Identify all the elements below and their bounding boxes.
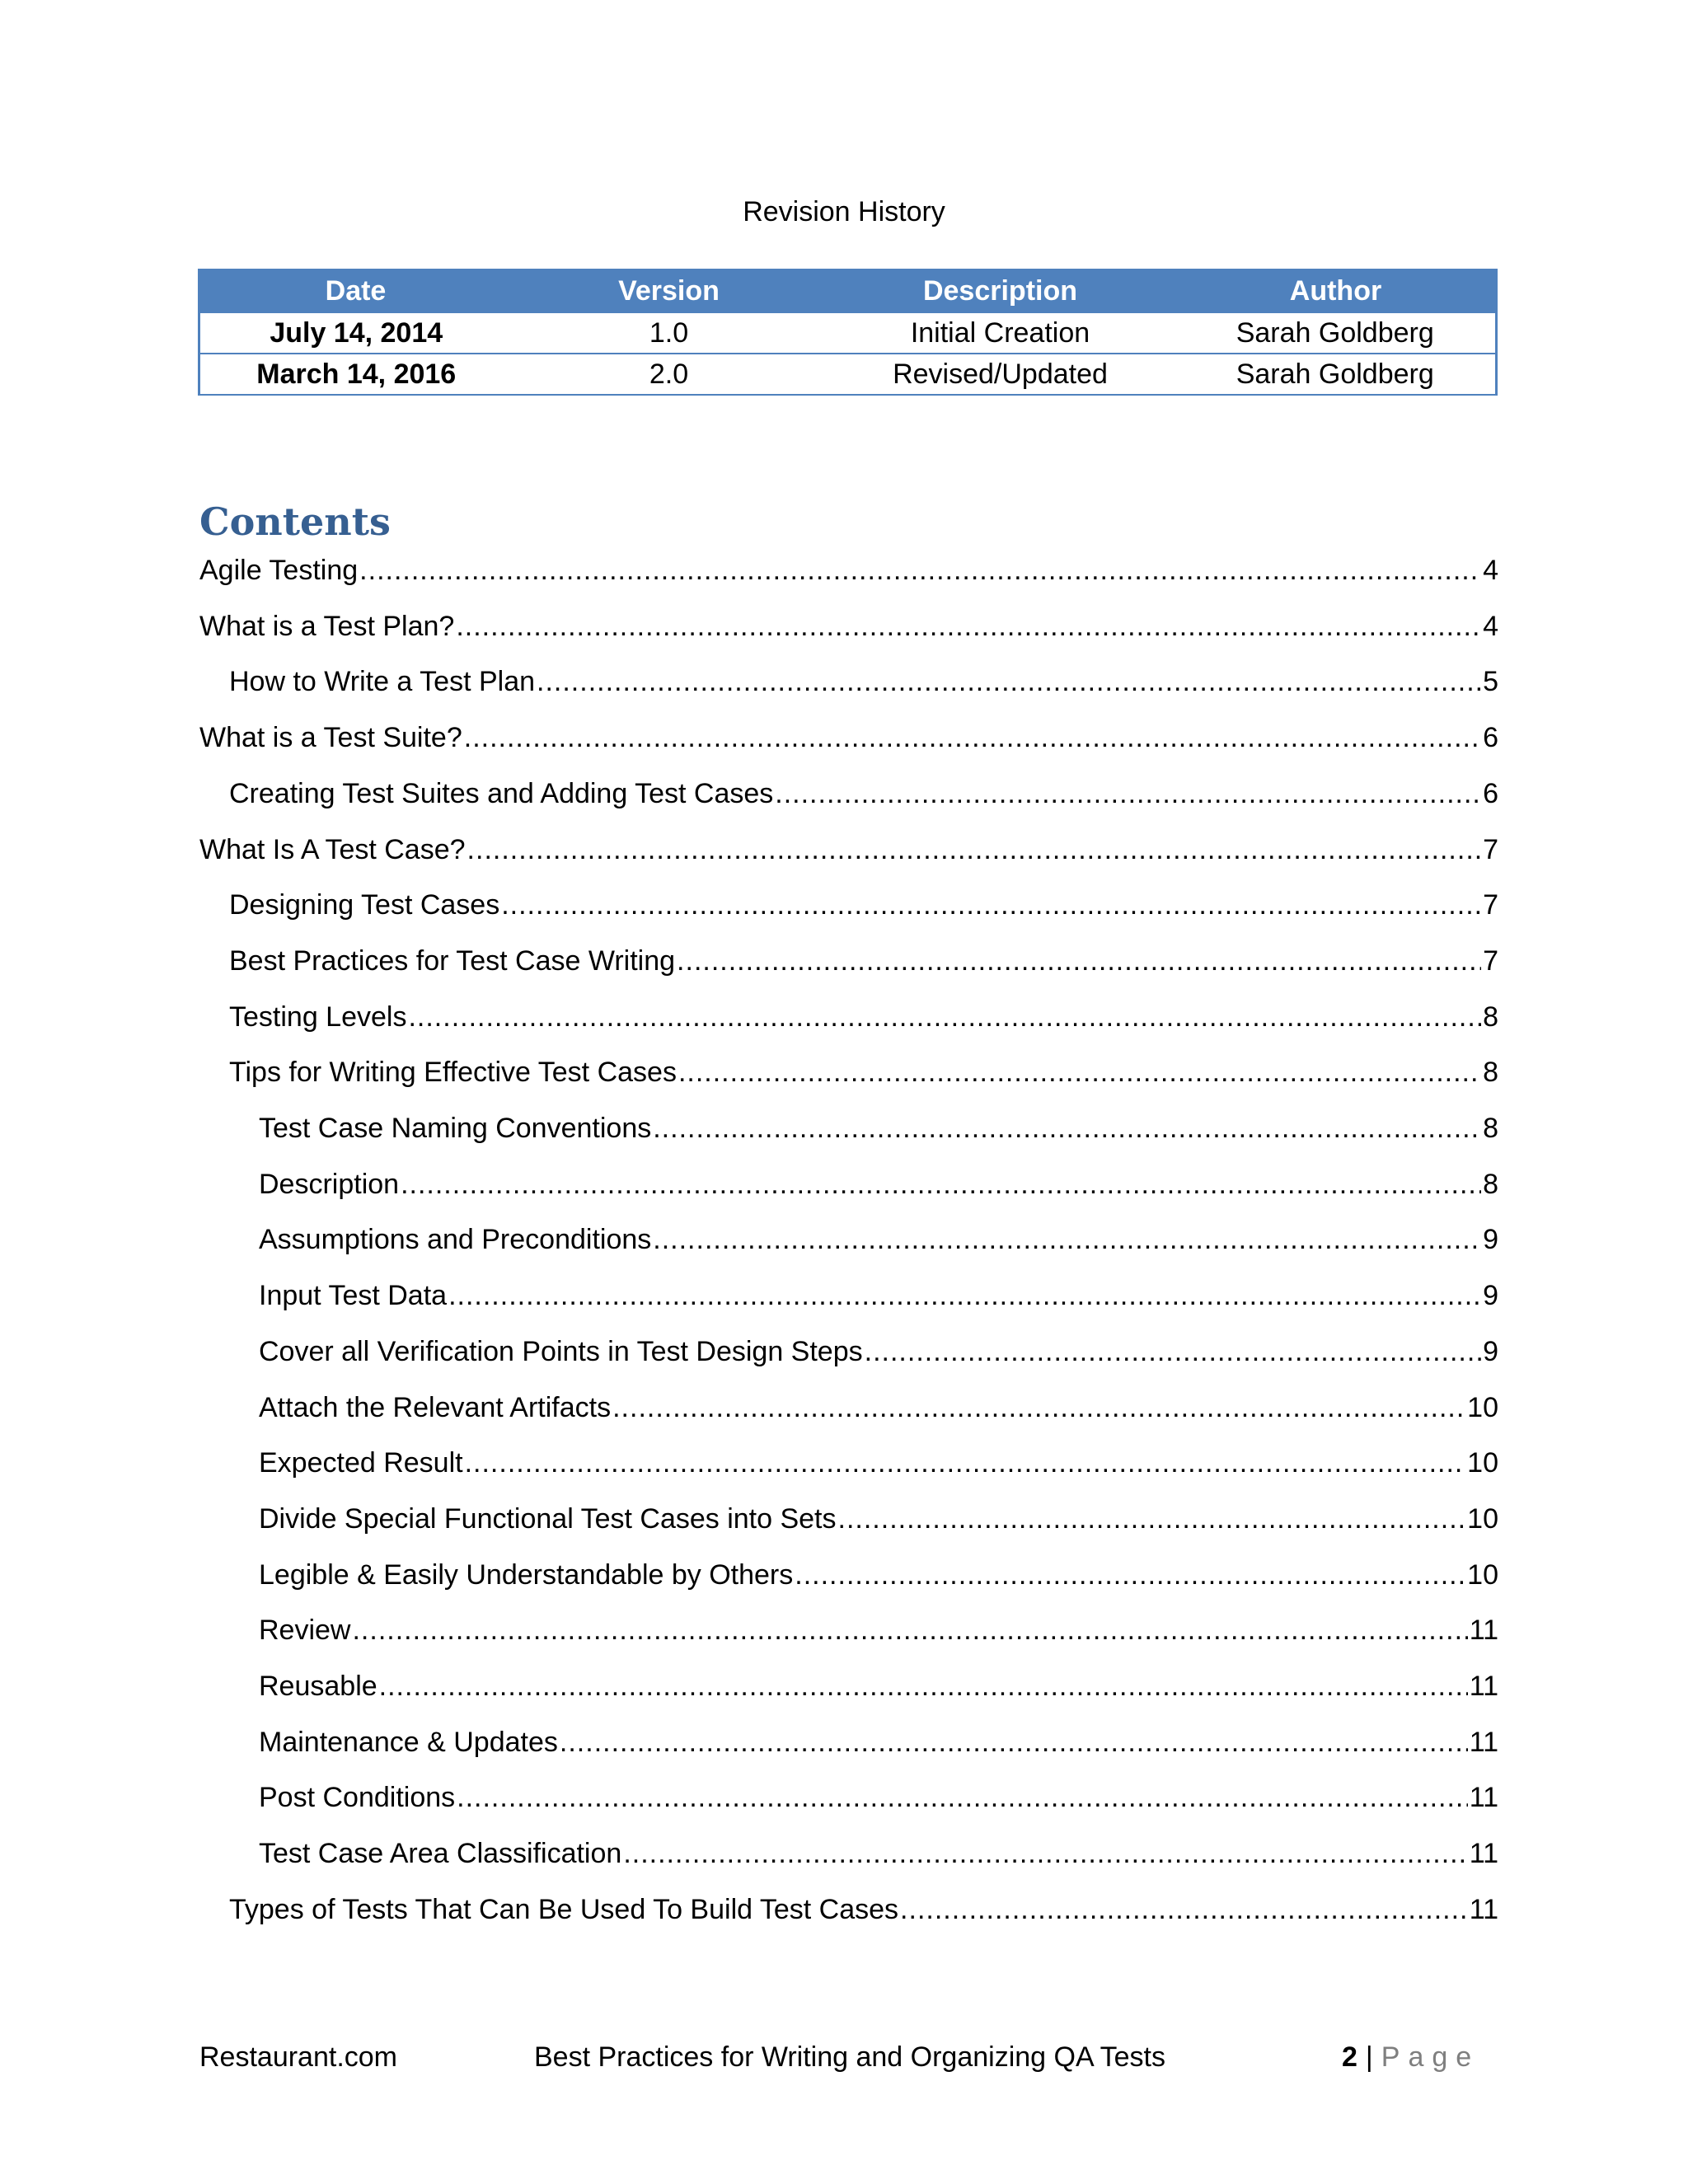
toc-entry[interactable] bbox=[259, 1390, 1498, 1426]
toc-entry[interactable] bbox=[199, 719, 1498, 756]
toc-dot-leader bbox=[464, 719, 1481, 756]
toc-dot-leader bbox=[359, 552, 1481, 588]
toc-dot-leader bbox=[795, 1557, 1465, 1593]
toc-entry-label: Legible & Easily Understandable by Others bbox=[259, 1559, 794, 1591]
toc-entry[interactable] bbox=[259, 1110, 1498, 1146]
toc-entry-page-number: 10 bbox=[1467, 1503, 1498, 1535]
toc-entry-label: Post Conditions bbox=[259, 1782, 456, 1813]
footer-page-indicator bbox=[1342, 2039, 1479, 2075]
revision-author: Sarah Goldberg bbox=[1175, 312, 1497, 354]
toc-entry-page-number: 10 bbox=[1467, 1447, 1498, 1479]
footer-company: Restaurant.com bbox=[199, 2041, 397, 2073]
table-header-row bbox=[199, 270, 1497, 312]
toc-entry[interactable] bbox=[259, 1221, 1498, 1258]
toc-entry-page-number: 8 bbox=[1483, 1001, 1498, 1033]
toc-dot-leader bbox=[678, 1054, 1481, 1090]
toc-entry[interactable] bbox=[259, 1445, 1498, 1481]
toc-entry-label: Cover all Verification Points in Test Design Steps bbox=[259, 1336, 863, 1367]
toc-entry-page-number: 7 bbox=[1483, 889, 1498, 921]
toc-entry-label: Reusable bbox=[259, 1671, 377, 1702]
revision-author: Sarah Goldberg bbox=[1175, 354, 1497, 395]
toc-entry[interactable] bbox=[259, 1166, 1498, 1202]
toc-entry[interactable] bbox=[259, 1277, 1498, 1314]
toc-entry[interactable] bbox=[229, 776, 1498, 812]
toc-dot-leader bbox=[865, 1333, 1481, 1370]
toc-dot-leader bbox=[457, 1779, 1468, 1816]
toc-entry[interactable] bbox=[229, 887, 1498, 923]
toc-entry-label: How to Write a Test Plan bbox=[229, 666, 536, 697]
toc-entry[interactable] bbox=[229, 1054, 1498, 1090]
toc-entry-page-number: 11 bbox=[1469, 1615, 1498, 1646]
toc-dot-leader bbox=[467, 832, 1482, 868]
toc-entry-page-number: 8 bbox=[1483, 1057, 1498, 1088]
toc-entry-label: Expected Result bbox=[259, 1447, 463, 1479]
toc-entry-label: Designing Test Cases bbox=[229, 889, 500, 921]
toc-entry-label: What is a Test Suite? bbox=[199, 722, 462, 753]
toc-entry[interactable] bbox=[229, 999, 1498, 1035]
toc-dot-leader bbox=[900, 1891, 1468, 1928]
toc-dot-leader bbox=[775, 776, 1481, 812]
toc-dot-leader bbox=[677, 943, 1481, 979]
revision-description: Initial Creation bbox=[826, 312, 1175, 354]
toc-dot-leader bbox=[653, 1110, 1481, 1146]
column-header-description: Description bbox=[826, 270, 1175, 312]
toc-entry-label: Testing Levels bbox=[229, 1001, 407, 1033]
toc-entry-page-number: 5 bbox=[1483, 666, 1498, 697]
revision-version: 1.0 bbox=[513, 312, 826, 354]
toc-dot-leader bbox=[612, 1390, 1465, 1426]
toc-entry[interactable] bbox=[229, 663, 1498, 700]
toc-entry-page-number: 8 bbox=[1483, 1169, 1498, 1200]
toc-entry-page-number: 9 bbox=[1483, 1280, 1498, 1311]
toc-entry-page-number: 6 bbox=[1483, 722, 1498, 753]
toc-entry[interactable] bbox=[229, 943, 1498, 979]
toc-entry-label: Tips for Writing Effective Test Cases bbox=[229, 1057, 677, 1088]
toc-entry-label: Assumptions and Preconditions bbox=[259, 1224, 652, 1255]
footer-page-word: Page bbox=[1381, 2041, 1480, 2073]
toc-dot-leader bbox=[408, 999, 1481, 1035]
toc-dot-leader bbox=[537, 663, 1481, 700]
revision-history-title: Revision History bbox=[743, 196, 945, 227]
toc-entry-page-number: 11 bbox=[1469, 1671, 1498, 1702]
revision-version: 2.0 bbox=[513, 354, 826, 395]
toc-entry-label: Test Case Area Classification bbox=[259, 1838, 622, 1869]
table-row bbox=[199, 354, 1497, 395]
toc-entry-page-number: 10 bbox=[1467, 1392, 1498, 1423]
toc-dot-leader bbox=[653, 1221, 1481, 1258]
toc-entry-label: Types of Tests That Can Be Used To Build Test Cases bbox=[229, 1894, 899, 1925]
toc-entry-label: Attach the Relevant Artifacts bbox=[259, 1392, 612, 1423]
toc-entry-page-number: 11 bbox=[1469, 1838, 1498, 1869]
toc-entry-label: Divide Special Functional Test Cases into Sets bbox=[259, 1503, 837, 1535]
toc-entry-label: What Is A Test Case? bbox=[199, 834, 466, 865]
footer-page-number: 2 bbox=[1342, 2041, 1357, 2073]
toc-entry[interactable] bbox=[259, 1835, 1498, 1872]
toc-entry[interactable] bbox=[259, 1668, 1498, 1704]
contents-heading: Contents bbox=[199, 499, 391, 544]
revision-history-table bbox=[198, 269, 1498, 396]
footer-separator: | bbox=[1365, 2041, 1373, 2073]
toc-entry-page-number: 7 bbox=[1483, 945, 1498, 977]
revision-description: Revised/Updated bbox=[826, 354, 1175, 395]
toc-dot-leader bbox=[401, 1166, 1481, 1202]
table-row bbox=[199, 312, 1497, 354]
toc-entry-label: Test Case Naming Conventions bbox=[259, 1113, 652, 1144]
toc-dot-leader bbox=[623, 1835, 1467, 1872]
toc-dot-leader bbox=[838, 1501, 1466, 1537]
footer-document-title: Best Practices for Writing and Organizing QA Tests bbox=[534, 2041, 1165, 2073]
toc-entry-page-number: 4 bbox=[1483, 555, 1498, 586]
toc-entry-label: Best Practices for Test Case Writing bbox=[229, 945, 676, 977]
toc-entry-page-number: 9 bbox=[1483, 1224, 1498, 1255]
toc-entry-label: Description bbox=[259, 1169, 400, 1200]
toc-entry-page-number: 11 bbox=[1469, 1894, 1498, 1925]
toc-entry-page-number: 4 bbox=[1483, 611, 1498, 642]
toc-entry-label: Input Test Data bbox=[259, 1280, 448, 1311]
toc-entry[interactable] bbox=[259, 1333, 1498, 1370]
toc-dot-leader bbox=[501, 887, 1481, 923]
toc-dot-leader bbox=[465, 1445, 1466, 1481]
toc-dot-leader bbox=[352, 1612, 1467, 1648]
toc-entry[interactable] bbox=[199, 832, 1498, 868]
toc-entry-label: Agile Testing bbox=[199, 555, 359, 586]
toc-entry-page-number: 11 bbox=[1469, 1782, 1498, 1813]
toc-dot-leader bbox=[560, 1724, 1468, 1760]
toc-entry[interactable] bbox=[259, 1724, 1498, 1760]
column-header-author: Author bbox=[1175, 270, 1497, 312]
toc-entry[interactable] bbox=[229, 1891, 1498, 1928]
toc-entry[interactable] bbox=[199, 608, 1498, 644]
toc-entry-page-number: 10 bbox=[1467, 1559, 1498, 1591]
toc-entry[interactable] bbox=[199, 552, 1498, 588]
toc-dot-leader bbox=[448, 1277, 1481, 1314]
toc-entry[interactable] bbox=[259, 1779, 1498, 1816]
toc-entry-page-number: 9 bbox=[1483, 1336, 1498, 1367]
toc-dot-leader bbox=[379, 1668, 1468, 1704]
toc-entry-page-number: 11 bbox=[1469, 1727, 1498, 1758]
toc-entry[interactable] bbox=[259, 1557, 1498, 1593]
column-header-date: Date bbox=[199, 270, 513, 312]
revision-date: March 14, 2016 bbox=[199, 354, 513, 395]
toc-entry-page-number: 6 bbox=[1483, 778, 1498, 809]
column-header-version: Version bbox=[513, 270, 826, 312]
toc-entry-label: What is a Test Plan? bbox=[199, 611, 455, 642]
toc-entry[interactable] bbox=[259, 1501, 1498, 1537]
toc-entry-label: Maintenance & Updates bbox=[259, 1727, 558, 1758]
toc-entry-label: Review bbox=[259, 1615, 351, 1646]
toc-entry-page-number: 7 bbox=[1483, 834, 1498, 865]
toc-entry-label: Creating Test Suites and Adding Test Cases bbox=[229, 778, 774, 809]
toc-entry-page-number: 8 bbox=[1483, 1113, 1498, 1144]
revision-date: July 14, 2014 bbox=[199, 312, 513, 354]
toc-entry[interactable] bbox=[259, 1612, 1498, 1648]
toc-dot-leader bbox=[456, 608, 1481, 644]
